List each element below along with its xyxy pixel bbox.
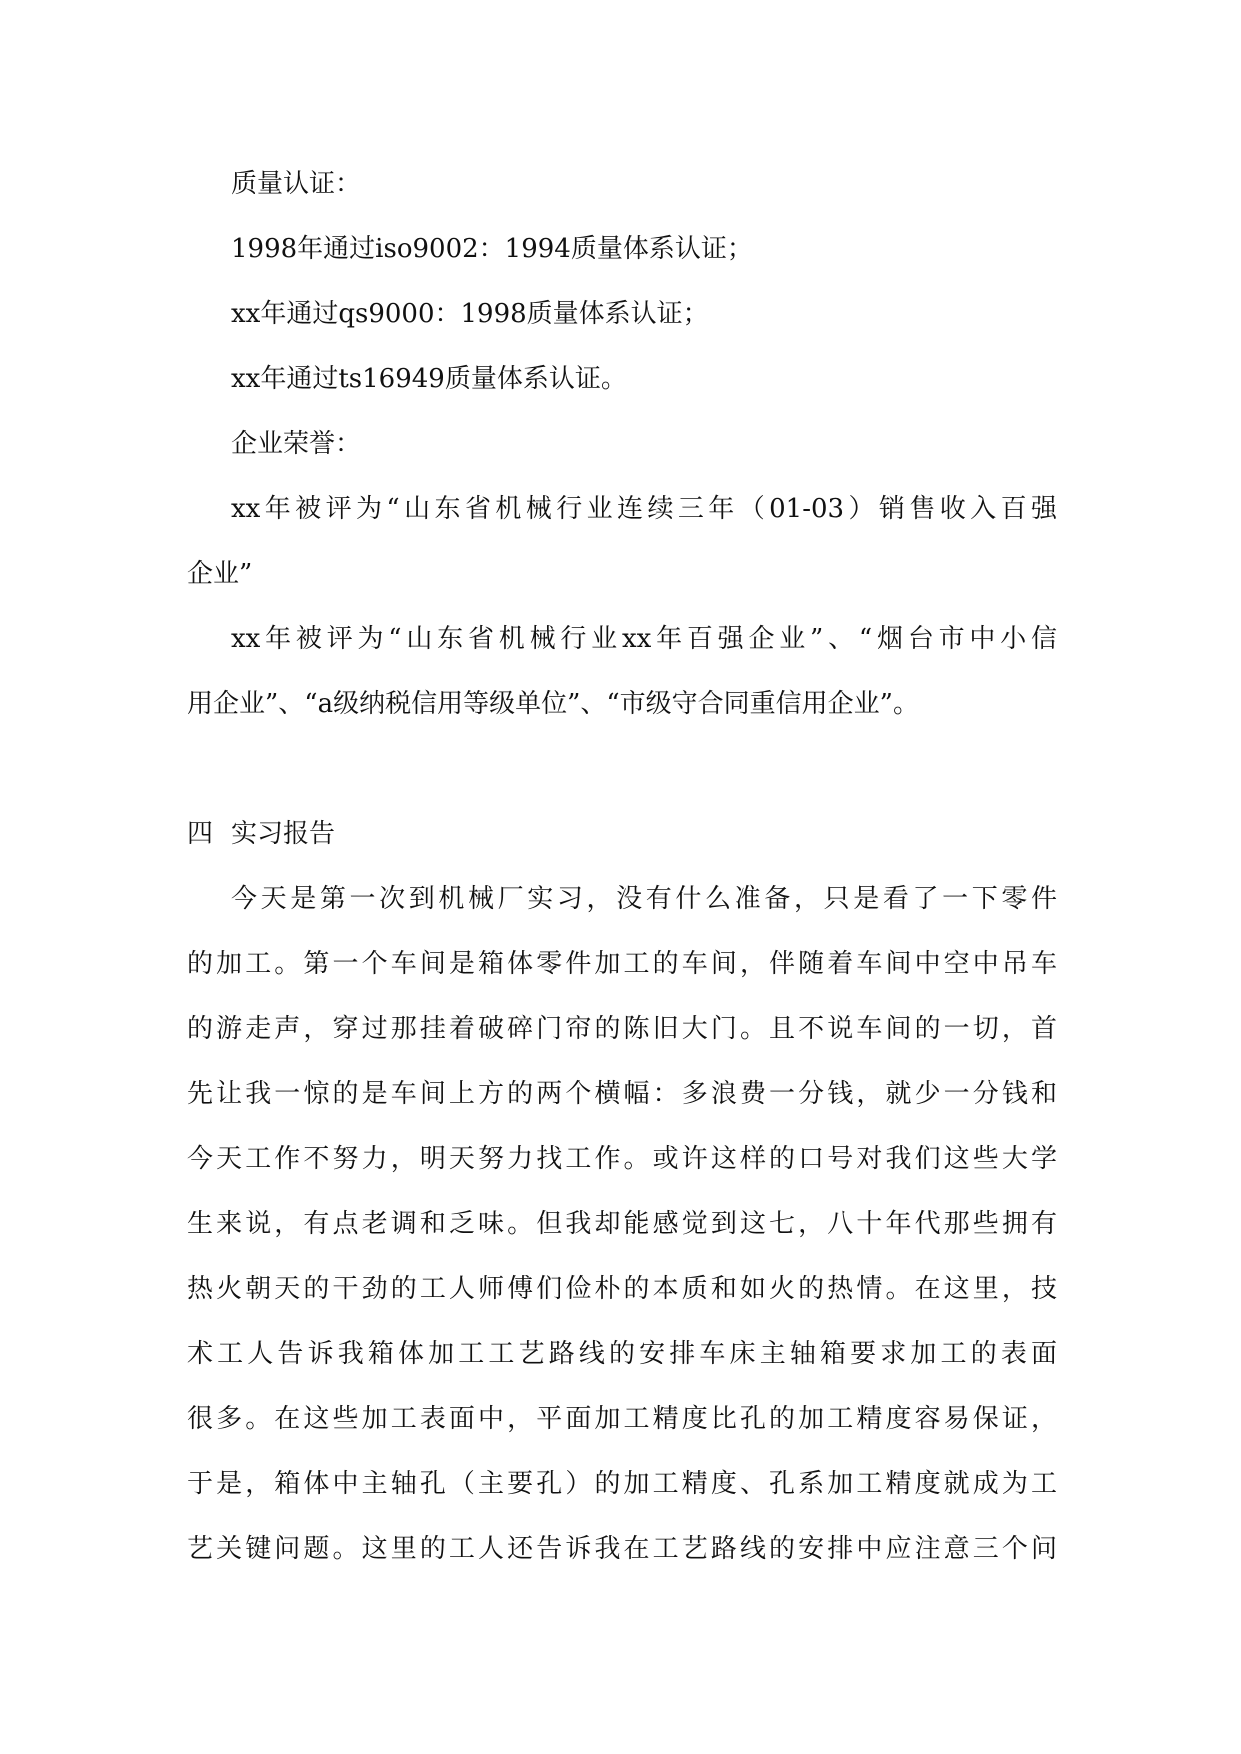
report-paragraph-line: 先让我一惊的是车间上方的两个横幅：多浪费一分钱，就少一分钱和 [187, 1079, 1057, 1109]
quality-certification-heading: 质量认证： [231, 169, 362, 199]
honor-2-line-1: xx年被评为“山东省机械行业xx年百强企业”、“烟台市中小信 [231, 624, 1057, 654]
report-paragraph-line: 热火朝天的干劲的工人师傅们俭朴的本质和如火的热情。在这里，技 [187, 1274, 1057, 1304]
report-paragraph-line: 今天是第一次到机械厂实习，没有什么准备，只是看了一下零件 [231, 884, 1057, 914]
quality-item-iso9002: 1998年通过iso9002：1994质量体系认证； [231, 234, 753, 264]
report-paragraph-line: 今天工作不努力，明天努力找工作。或许这样的口号对我们这些大学 [187, 1144, 1057, 1174]
report-paragraph-line: 生来说，有点老调和乏味。但我却能感觉到这七，八十年代那些拥有 [187, 1209, 1057, 1239]
report-section-title: 实习报告 [231, 819, 336, 849]
report-paragraph-line: 的游走声，穿过那挂着破碎门帘的陈旧大门。且不说车间的一切，首 [187, 1014, 1057, 1044]
quality-item-qs9000: xx年通过qs9000：1998质量体系认证； [231, 299, 709, 329]
report-section-heading [187, 802, 1057, 867]
honor-2-line-2: 用企业”、“a级纳税信用等级单位”、“市级守合同重信用企业”。 [187, 689, 919, 719]
report-paragraph-line: 很多。在这些加工表面中，平面加工精度比孔的加工精度容易保证， [187, 1404, 1057, 1434]
enterprise-honors-heading: 企业荣誉： [231, 429, 362, 459]
quality-item-ts16949: xx年通过ts16949质量体系认证。 [231, 364, 627, 394]
honor-1-line-1: xx年被评为“山东省机械行业连续三年（01-03）销售收入百强 [231, 494, 1057, 524]
document-body [187, 152, 1057, 1582]
honor-1-line-2: 企业” [187, 559, 253, 589]
report-section-number: 四 [187, 819, 214, 849]
section-spacer [187, 737, 1057, 802]
report-paragraph-line: 术工人告诉我箱体加工工艺路线的安排车床主轴箱要求加工的表面 [187, 1339, 1057, 1369]
report-paragraph-line: 的加工。第一个车间是箱体零件加工的车间，伴随着车间中空中吊车 [187, 949, 1057, 979]
report-paragraph-line: 于是，箱体中主轴孔（主要孔）的加工精度、孔系加工精度就成为工 [187, 1469, 1057, 1499]
report-paragraph-line: 艺关键问题。这里的工人还告诉我在工艺路线的安排中应注意三个问 [187, 1534, 1057, 1564]
